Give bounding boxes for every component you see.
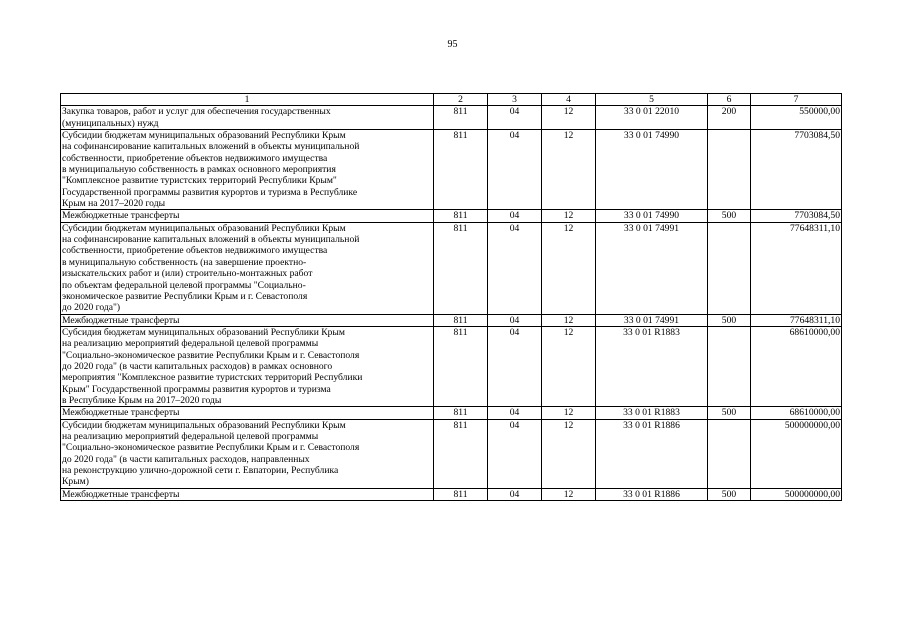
row-expense-type: 500 <box>708 407 751 419</box>
row-subsection-code: 12 <box>542 210 596 222</box>
row-expense-type <box>708 419 751 488</box>
col-header-5: 5 <box>596 94 708 106</box>
row-ministry-code: 811 <box>434 314 488 326</box>
row-subsection-code: 12 <box>542 106 596 130</box>
row-amount: 550000,00 <box>751 106 842 130</box>
row-description: Межбюджетные трансферты <box>61 488 434 500</box>
row-expense-type: 200 <box>708 106 751 130</box>
col-header-4: 4 <box>542 94 596 106</box>
row-target-article: 33 0 01 74990 <box>596 130 708 210</box>
row-description: Субсидии бюджетам муниципальных образований Республики Крым на софинансирование капитальных вложений в объекты муниципальной собственности, приобретение объектов недвижимого имущества в муниципальную собственность в рамках основного мероприятия "Комплексное развитие туристских территорий Республики Крым" Государственной программы развития курортов и туризма в Республике Крым на 2017–2020 годы <box>61 130 434 210</box>
row-ministry-code: 811 <box>434 222 488 314</box>
row-section-code: 04 <box>488 314 542 326</box>
row-ministry-code: 811 <box>434 326 488 406</box>
row-target-article: 33 0 01 R1886 <box>596 488 708 500</box>
col-header-3: 3 <box>488 94 542 106</box>
row-subsection-code: 12 <box>542 419 596 488</box>
row-section-code: 04 <box>488 407 542 419</box>
row-section-code: 04 <box>488 326 542 406</box>
row-subsection-code: 12 <box>542 488 596 500</box>
table-row <box>61 314 842 326</box>
row-amount: 77648311,10 <box>751 222 842 314</box>
row-subsection-code: 12 <box>542 222 596 314</box>
row-amount: 77648311,10 <box>751 314 842 326</box>
header-row <box>61 94 842 106</box>
row-target-article: 33 0 01 R1886 <box>596 419 708 488</box>
row-target-article: 33 0 01 74990 <box>596 210 708 222</box>
row-ministry-code: 811 <box>434 419 488 488</box>
row-ministry-code: 811 <box>434 106 488 130</box>
table-row <box>61 407 842 419</box>
row-section-code: 04 <box>488 488 542 500</box>
row-amount: 68610000,00 <box>751 326 842 406</box>
row-target-article: 33 0 01 R1883 <box>596 407 708 419</box>
table-row <box>61 130 842 210</box>
row-ministry-code: 811 <box>434 407 488 419</box>
budget-table <box>60 93 842 501</box>
row-target-article: 33 0 01 22010 <box>596 106 708 130</box>
row-expense-type: 500 <box>708 488 751 500</box>
col-header-2: 2 <box>434 94 488 106</box>
row-description: Межбюджетные трансферты <box>61 314 434 326</box>
row-description: Субсидии бюджетам муниципальных образований Республики Крым на реализацию мероприятий федеральной целевой программы "Социально-экономическое развитие Республики Крым и г. Севастополя до 2020 года" (в части капитальных расходов, направленных на реконструкцию улично-дорожной сети г. Евпатории, Республика Крым) <box>61 419 434 488</box>
row-description: Закупка товаров, работ и услуг для обеспечения государственных (муниципальных) нужд <box>61 106 434 130</box>
row-expense-type: 500 <box>708 210 751 222</box>
col-header-1: 1 <box>61 94 434 106</box>
row-ministry-code: 811 <box>434 488 488 500</box>
page-number: 95 <box>447 39 458 50</box>
row-subsection-code: 12 <box>542 314 596 326</box>
row-subsection-code: 12 <box>542 326 596 406</box>
table-row <box>61 210 842 222</box>
row-amount: 68610000,00 <box>751 407 842 419</box>
row-section-code: 04 <box>488 210 542 222</box>
row-description: Межбюджетные трансферты <box>61 210 434 222</box>
row-description: Субсидии бюджетам муниципальных образований Республики Крым на софинансирование капитальных вложений в объекты муниципальной собственности, приобретение объектов недвижимого имущества в муниципальную собственность (на завершение проектно- изыскательских работ и (или) строительно-монтажных работ по объектам федеральной целевой программы "Социально- экономическое развитие Республики Крым и г. Севастополя до 2020 года") <box>61 222 434 314</box>
table-row <box>61 326 842 406</box>
col-header-6: 6 <box>708 94 751 106</box>
table-row <box>61 419 842 488</box>
table-row <box>61 222 842 314</box>
table-row <box>61 488 842 500</box>
row-amount: 7703084,50 <box>751 210 842 222</box>
row-target-article: 33 0 01 R1883 <box>596 326 708 406</box>
row-description: Субсидия бюджетам муниципальных образований Республики Крым на реализацию мероприятий федеральной целевой программы "Социально-экономическое развитие Республики Крым и г. Севастополя до 2020 года" (в части капитальных расходов) в рамках основного мероприятия "Комплексное развитие туристских территорий Республики Крым" Государственной программы развития курортов и туризма в Республике Крым на 2017–2020 годы <box>61 326 434 406</box>
row-amount: 500000000,00 <box>751 488 842 500</box>
row-section-code: 04 <box>488 419 542 488</box>
row-subsection-code: 12 <box>542 130 596 210</box>
row-expense-type: 500 <box>708 314 751 326</box>
col-header-7: 7 <box>751 94 842 106</box>
row-section-code: 04 <box>488 222 542 314</box>
row-target-article: 33 0 01 74991 <box>596 314 708 326</box>
row-amount: 7703084,50 <box>751 130 842 210</box>
row-ministry-code: 811 <box>434 210 488 222</box>
row-expense-type <box>708 222 751 314</box>
row-description: Межбюджетные трансферты <box>61 407 434 419</box>
row-target-article: 33 0 01 74991 <box>596 222 708 314</box>
row-expense-type <box>708 326 751 406</box>
row-ministry-code: 811 <box>434 130 488 210</box>
row-expense-type <box>708 130 751 210</box>
row-section-code: 04 <box>488 130 542 210</box>
row-subsection-code: 12 <box>542 407 596 419</box>
row-amount: 500000000,00 <box>751 419 842 488</box>
table-row <box>61 106 842 130</box>
row-section-code: 04 <box>488 106 542 130</box>
